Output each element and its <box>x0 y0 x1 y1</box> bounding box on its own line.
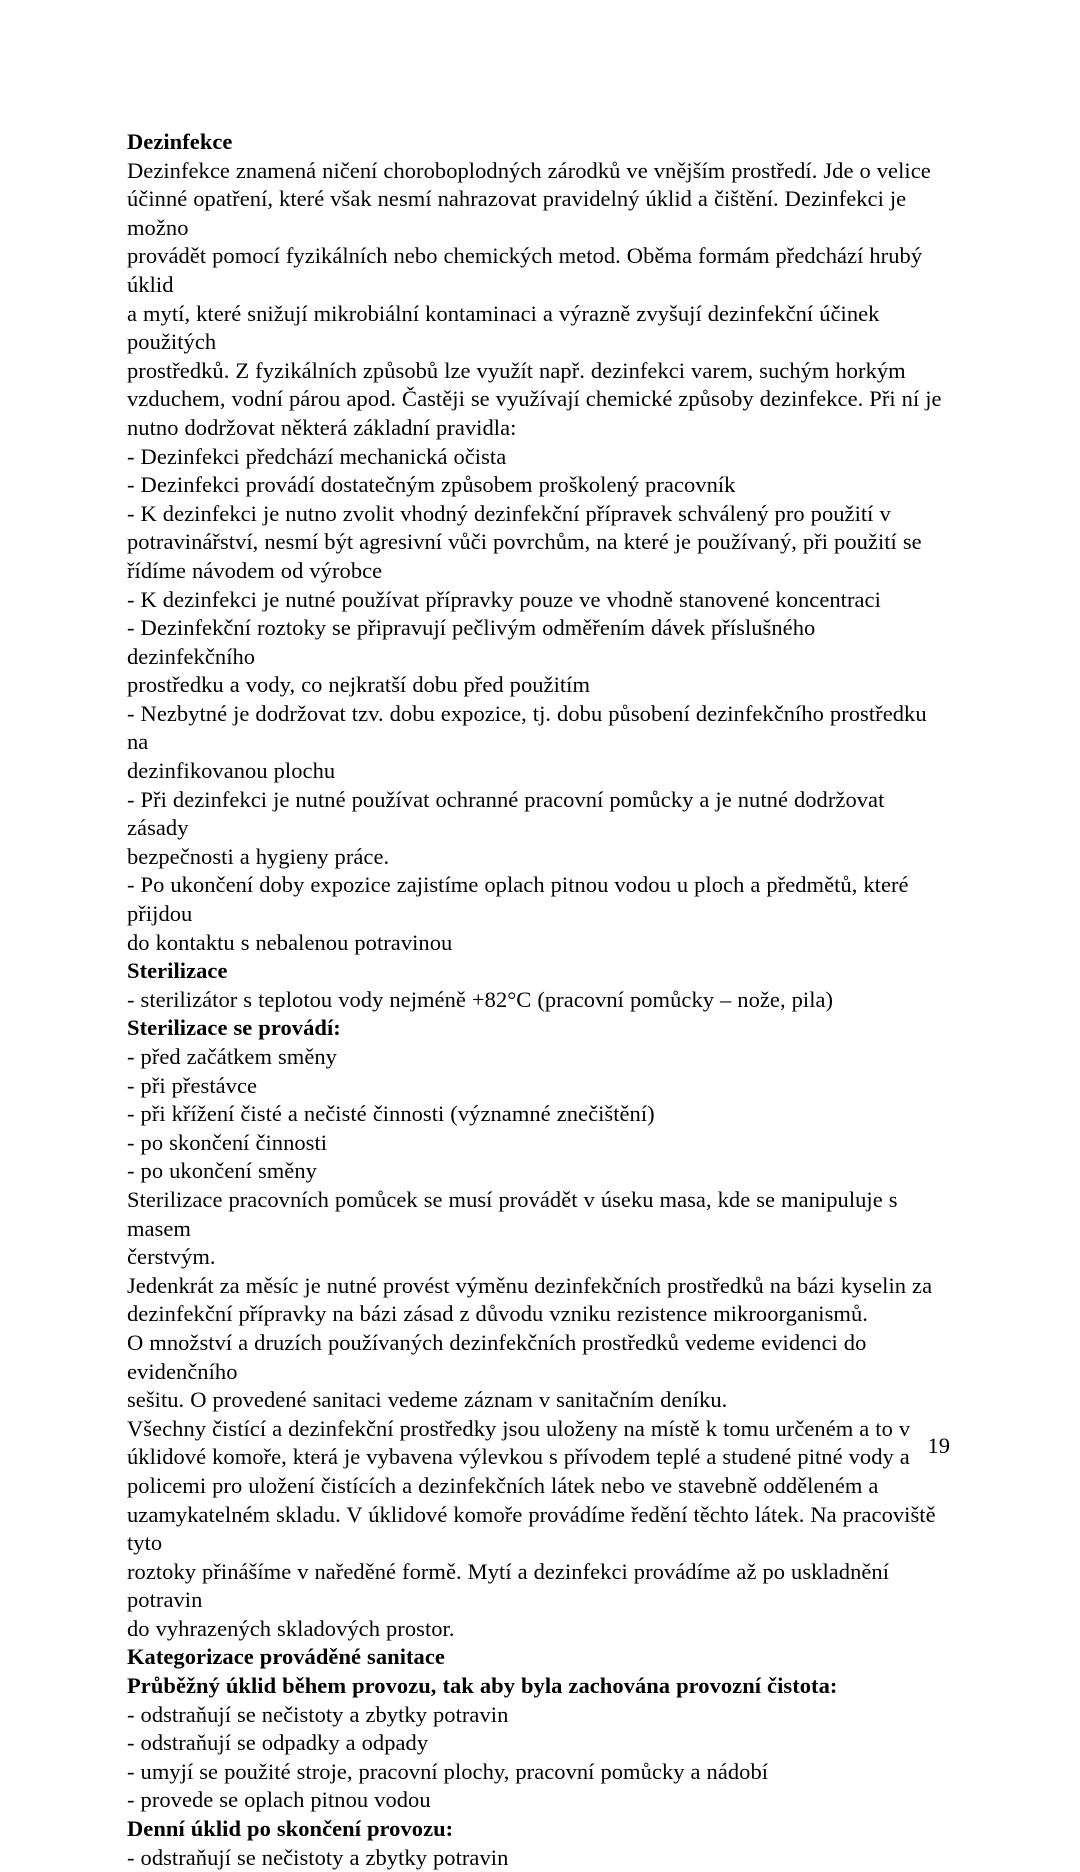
body-text-line: účinné opatření, které však nesmí nahrazovat pravidelný úklid a čištění. Dezinfekci je možno <box>127 186 913 240</box>
body-heading-line: Denní úklid po skončení provozu: <box>127 1816 454 1842</box>
body-text-line: - odstraňují se nečistoty a zbytky potravin <box>127 1701 509 1727</box>
body-text-line: - Dezinfekční roztoky se připravují pečlivým odměřením dávek příslušného dezinfekčního <box>127 615 822 669</box>
body-text-line: Všechny čistící a dezinfekční prostředky jsou uloženy na místě k tomu určeném a to v <box>127 1415 911 1441</box>
body-text-line: sešitu. O provedené sanitaci vedeme záznam v sanitačním deníku. <box>127 1387 728 1413</box>
body-text-line: prostředku a vody, co nejkratší dobu před použitím <box>127 672 591 698</box>
body-text-line: - Dezinfekci předchází mechanická očista <box>127 443 507 469</box>
body-text-line: O množství a druzích používaných dezinfekčních prostředků vedeme evidenci do evidenčního <box>127 1329 873 1384</box>
body-text-line: Dezinfekce znamená ničení choroboplodných zárodků ve vnějším prostředí. Jde o velice <box>127 157 931 183</box>
body-text-line: roztoky přinášíme v naředěné formě. Mytí a dezinfekci provádíme až po uskladnění potravin <box>127 1558 896 1613</box>
body-text-line: - Dezinfekci provádí dostatečným způsobem proškolený pracovník <box>127 472 736 498</box>
body-text-line: - po skončení činnosti <box>127 1129 328 1155</box>
body-text-line: prostředků. Z fyzikálních způsobů lze využít např. dezinfekci varem, suchým horkým <box>127 357 906 383</box>
body-text-line: - Nezbytné je dodržovat tzv. dobu expozice, tj. dobu působení dezinfekčního prostředku na <box>127 700 933 755</box>
body-text-line: vzduchem, vodní párou apod. Častěji se využívají chemické způsoby dezinfekce. Při ní je <box>127 386 942 412</box>
body-text-line: - po ukončení směny <box>127 1158 317 1184</box>
body-text-line: - K dezinfekci je nutno zvolit vhodný dezinfekční přípravek schválený pro použití v <box>127 500 891 526</box>
body-text-line: - Při dezinfekci je nutné používat ochranné pracovní pomůcky a je nutné dodržovat zásady <box>127 786 891 841</box>
body-text-line: - umyjí se použité stroje, pracovní plochy, pracovní pomůcky a nádobí <box>127 1758 769 1784</box>
body-text-line: provádět pomocí fyzikálních nebo chemických metod. Oběma formám předchází hrubý úklid <box>127 243 929 297</box>
body-text-line: Jedenkrát za měsíc je nutné provést výměnu dezinfekčních prostředků na bázi kyselin za <box>127 1272 933 1298</box>
body-text-line: dezinfekční přípravky na bázi zásad z důvodu vzniku rezistence mikroorganismů. <box>127 1301 868 1327</box>
body-text-line: - sterilizátor s teplotou vody nejméně +82°C (pracovní pomůcky – nože, pila) <box>127 986 834 1012</box>
body-text-line: bezpečnosti a hygieny práce. <box>127 843 390 869</box>
body-text-line: - odstraňují se odpadky a odpady <box>127 1730 429 1756</box>
body-text-line: policemi pro uložení čistících a dezinfekčních látek nebo ve stavebně odděleném a <box>127 1472 879 1498</box>
body-heading-line: Kategorizace prováděné sanitace <box>127 1644 445 1670</box>
body-text-line: do vyhrazených skladových prostor. <box>127 1615 455 1641</box>
body-text-line: do kontaktu s nebalenou potravinou <box>127 929 453 955</box>
page-number: 19 <box>927 1433 950 1458</box>
body-text-line: řídíme návodem od výrobce <box>127 557 383 583</box>
body-text-line: - před začátkem směny <box>127 1044 337 1069</box>
body-text-line: - provede se oplach pitnou vodou <box>127 1787 431 1813</box>
body-text-line: - při křížení čisté a nečisté činnosti (významné znečištění) <box>127 1101 655 1127</box>
body-heading-line: Sterilizace se provádí: <box>127 1015 341 1041</box>
body-text-line: - při přestávce <box>127 1072 258 1098</box>
body-text-line: čerstvým. <box>127 1244 216 1270</box>
body-text-line: uzamykatelném skladu. V úklidové komoře provádíme ředění těchto látek. Na pracoviště tyto <box>127 1501 942 1556</box>
body-text-line: nutno dodržovat některá základní pravidla: <box>127 414 517 440</box>
body-text-line: dezinfikovanou plochu <box>127 758 336 784</box>
body-heading-line: Dezinfekce <box>127 129 233 154</box>
body-text-line: - K dezinfekci je nutné používat přípravky pouze ve vhodně stanovené koncentraci <box>127 586 881 612</box>
body-text-line: potravinářství, nesmí být agresivní vůči povrchům, na které je používaný, při použití se <box>127 529 922 555</box>
body-heading-line: Průběžný úklid během provozu, tak aby byla zachována provozní čistota: <box>127 1673 838 1699</box>
document-body <box>127 128 949 1872</box>
body-text-line: - Po ukončení doby expozice zajistíme oplach pitnou vodou u ploch a předmětů, které přijdou <box>127 872 915 927</box>
body-text-line: Sterilizace pracovních pomůcek se musí provádět v úseku masa, kde se manipuluje s masem <box>127 1186 904 1241</box>
body-heading-line: Sterilizace <box>127 958 228 984</box>
body-text-line: a mytí, které snižují mikrobiální kontaminaci a výrazně zvyšují dezinfekční účinek použitých <box>127 300 886 355</box>
body-text-line: úklidové komoře, která je vybavena výlevkou s přívodem teplé a studené pitné vody a <box>127 1444 910 1470</box>
body-text-line: - odstraňují se nečistoty a zbytky potravin <box>127 1844 509 1870</box>
